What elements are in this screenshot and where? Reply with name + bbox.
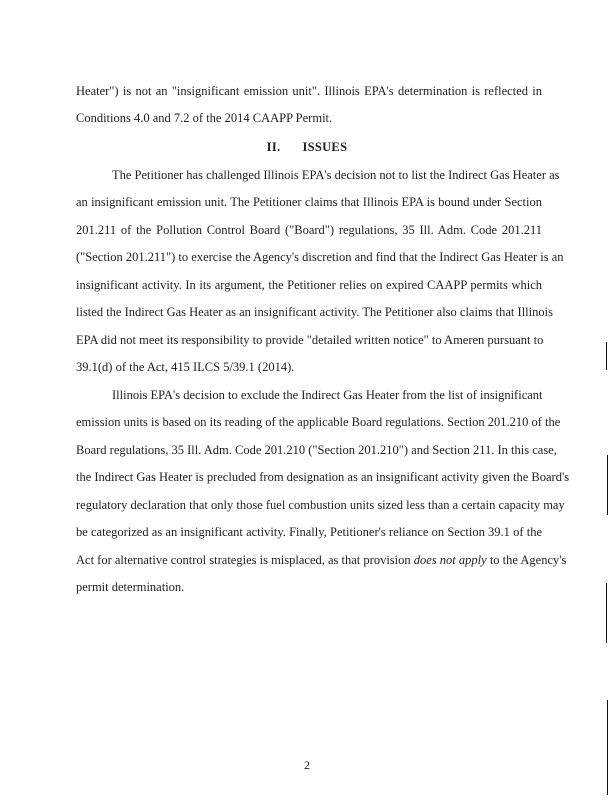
paragraph-2-line: ("Section 201.211") to exercise the Agency's discretion and find that the Indirect Gas Heater is an bbox=[76, 250, 564, 264]
paragraph-2-line: 39.1(d) of the Act, 415 ILCS 5/39.1 (2014). bbox=[76, 360, 295, 374]
paragraph-2-line: 201.211 of the Pollution Control Board ("Board") regulations, 35 Ill. Adm. Code 201.211 bbox=[76, 223, 542, 237]
section-heading bbox=[0, 140, 614, 154]
paragraph-2-line: an insignificant emission unit. The Petitioner claims that Illinois EPA is bound under Section bbox=[76, 195, 542, 209]
paragraph-3-line: be categorized as an insignificant activity. Finally, Petitioner's reliance on Section 39.1 of the bbox=[76, 525, 542, 539]
section-number: II. bbox=[266, 140, 281, 154]
paragraph-3-line: Illinois EPA's decision to exclude the Indirect Gas Heater from the list of insignificant bbox=[112, 388, 543, 402]
paragraph-3-line: emission units is based on its reading of the applicable Board regulations. Section 201.210 of the bbox=[76, 415, 561, 429]
paragraph-3-line: Board regulations, 35 Ill. Adm. Code 201.210 ("Section 201.210") and Section 211. In this case, bbox=[76, 443, 557, 457]
paragraph-1-line: Conditions 4.0 and 7.2 of the 2014 CAAPP Permit. bbox=[76, 111, 333, 125]
paragraph-1-line: Heater") is not an "insignificant emission unit". Illinois EPA's determination is reflected in bbox=[76, 84, 542, 98]
scan-mark bbox=[606, 342, 607, 370]
paragraph-3-text: Act for alternative control strategies is misplaced, as that provision bbox=[76, 553, 414, 567]
paragraph-3-line bbox=[76, 553, 567, 567]
paragraph-3-line: permit determination. bbox=[76, 580, 185, 594]
paragraph-3-text: to the Agency's bbox=[486, 553, 567, 567]
scan-mark bbox=[607, 700, 608, 795]
paragraph-3-line: the Indirect Gas Heater is precluded from designation as an insignificant activity given the Board's bbox=[76, 470, 570, 484]
paragraph-2-line: EPA did not meet its responsibility to provide "detailed written notice" to Ameren pursuant to bbox=[76, 333, 544, 347]
emphasis-text: does not apply bbox=[413, 553, 487, 567]
page-number: 2 bbox=[304, 758, 310, 772]
paragraph-2-line: listed the Indirect Gas Heater as an insignificant activity. The Petitioner also claims that Illinois bbox=[76, 305, 553, 319]
scan-mark bbox=[607, 455, 608, 515]
paragraph-2-line: The Petitioner has challenged Illinois EPA's decision not to list the Indirect Gas Heater as bbox=[112, 168, 560, 182]
scan-mark bbox=[606, 583, 607, 643]
section-title: ISSUES bbox=[302, 140, 348, 154]
paragraph-3-line: regulatory declaration that only those fuel combustion units sized less than a certain capacity may bbox=[76, 498, 565, 512]
paragraph-2-line: insignificant activity. In its argument, the Petitioner relies on expired CAAPP permits which bbox=[76, 278, 542, 292]
